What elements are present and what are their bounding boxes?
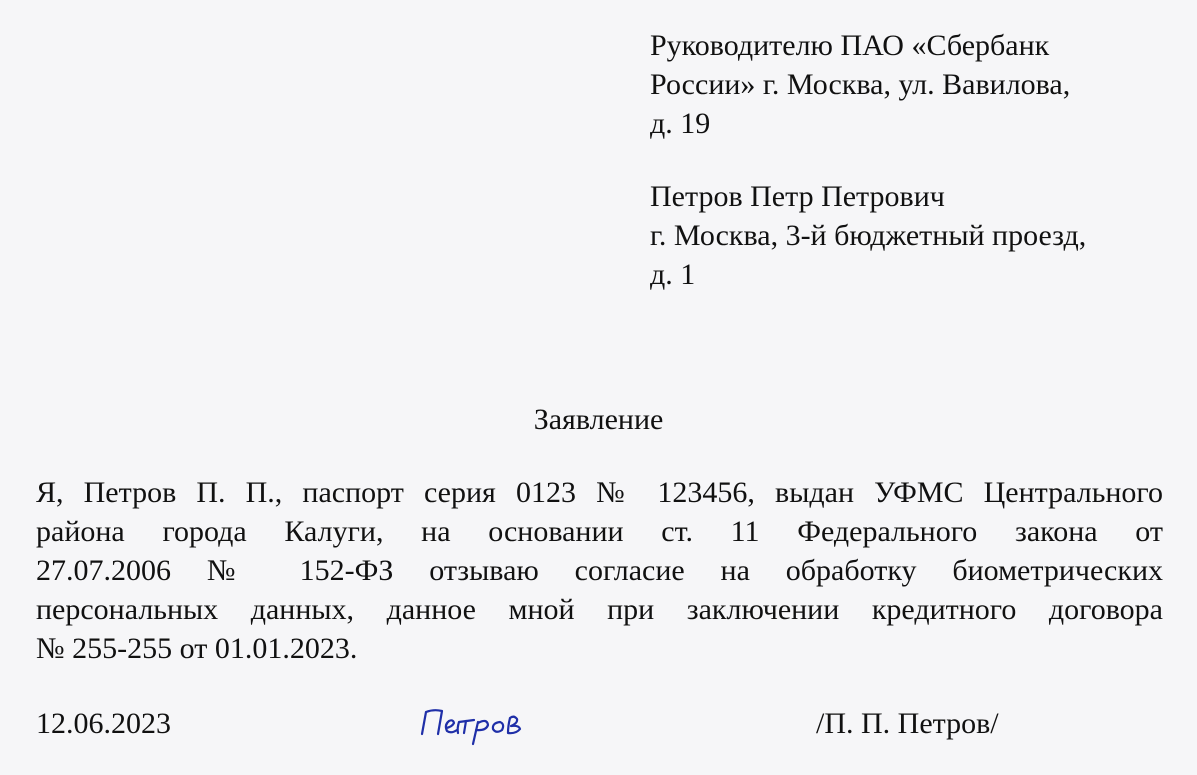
signature-date: 12.06.2023 [36, 707, 171, 740]
body-line: Я, Петров П. П., паспорт серия 0123 № 123456, выдан УФМС Центрального [36, 476, 1163, 509]
handwritten-signature [412, 698, 562, 748]
addressee-line: Руководителю ПАО «Сбербанк [650, 29, 1050, 62]
body-line: района города Калуги, на основании ст. 11 Федерального закона от [36, 515, 1163, 548]
sender-line: г. Москва, 3-й бюджетный проезд, [650, 219, 1087, 252]
sender-line: Петров Петр Петрович [650, 180, 945, 213]
body-line: № 255-255 от 01.01.2023. [36, 632, 358, 665]
body-line: персональных данных, данное мной при заключении кредитного договора [36, 593, 1163, 626]
sender-line: д. 1 [650, 258, 696, 291]
addressee-line: д. 19 [650, 107, 711, 140]
signatory-name: /П. П. Петров/ [816, 707, 999, 740]
document-title: Заявление [533, 403, 664, 436]
body-line: 27.07.2006 № 152-ФЗ отзываю согласие на обработку биометрических [36, 554, 1163, 587]
addressee-line: России» г. Москва, ул. Вавилова, [650, 68, 1071, 101]
statement-body [36, 473, 1163, 668]
addressee-block [650, 26, 1170, 143]
sender-block [650, 177, 1170, 294]
